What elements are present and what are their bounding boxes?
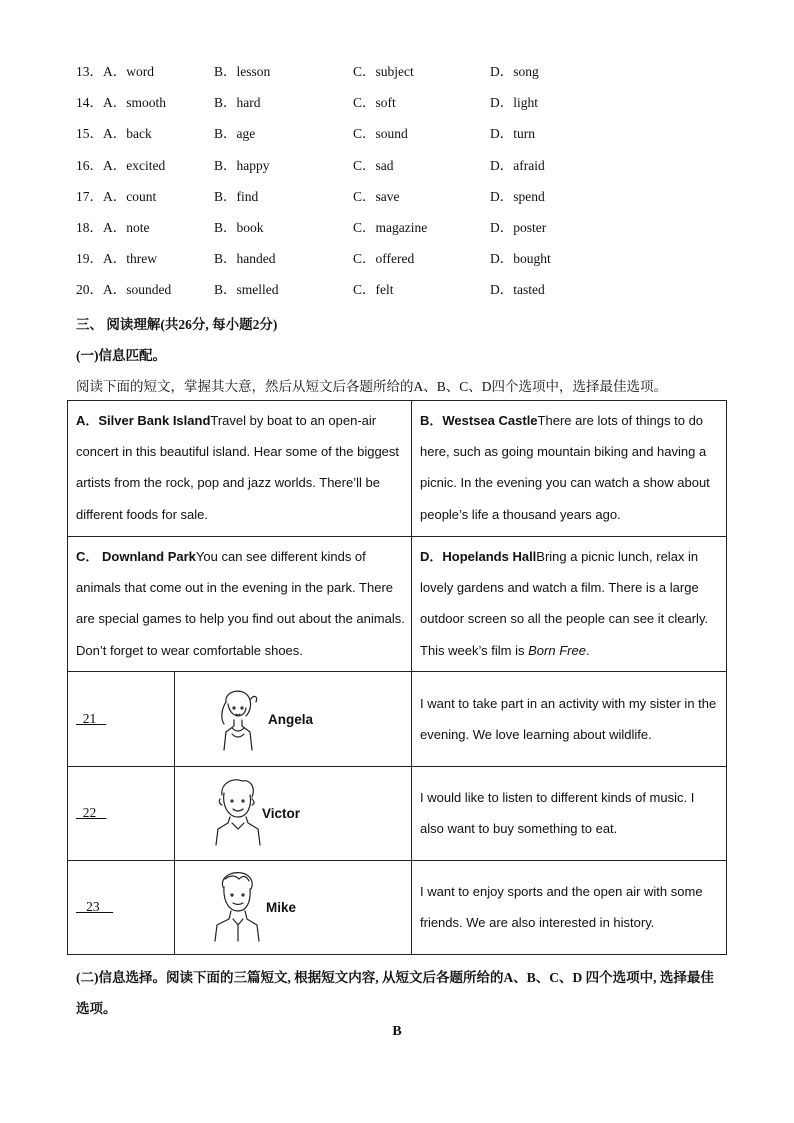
passage-d-text: Bring a picnic lunch, relax in lovely gardens and watch a film. There is a large outdoor screen so all the people can see it clearly. This week’s film is bbox=[420, 549, 709, 658]
choice-b: B．lesson bbox=[214, 64, 271, 79]
passage-b-label: B．Westsea Castle bbox=[420, 413, 538, 428]
choice-c: C．subject bbox=[353, 64, 414, 79]
choice-d: D．poster bbox=[490, 219, 547, 235]
choice-row bbox=[76, 62, 716, 93]
person-name-victor: Victor bbox=[262, 806, 301, 821]
passage-d-label: D．Hopelands Hall bbox=[420, 549, 537, 564]
choice-c: C．magazine bbox=[353, 219, 428, 235]
choice-a: 16．A．excited bbox=[76, 157, 166, 173]
choice-row bbox=[76, 156, 716, 187]
choice-b: B．handed bbox=[214, 251, 276, 267]
choice-c: C．offered bbox=[353, 251, 415, 267]
choice-a: 17．A．count bbox=[76, 188, 157, 204]
choice-b: B．smelled bbox=[214, 282, 279, 298]
wish-angela: I want to take part in an activity with my sister in the evening. We love learning about wildlife. bbox=[420, 696, 717, 743]
choice-list bbox=[76, 62, 716, 312]
wish-victor: I would like to listen to different kinds of music. I also want to buy something to eat. bbox=[420, 790, 695, 837]
choice-row bbox=[76, 124, 716, 155]
choice-c: C．soft bbox=[353, 95, 396, 111]
choice-d: D．tasted bbox=[490, 282, 545, 298]
choice-a: 19．A．threw bbox=[76, 251, 157, 267]
choice-c: C．felt bbox=[353, 282, 394, 298]
choice-row bbox=[76, 249, 716, 280]
choice-b: B．book bbox=[214, 219, 264, 235]
passage-c-text: You can see different kinds of animals that come out in the evening in the park. There are special games to help you find out about the animals. Don’t forget to wear comfortable shoes. bbox=[76, 549, 405, 658]
passage-a bbox=[76, 405, 406, 530]
choice-b: B．find bbox=[214, 188, 259, 204]
choice-b: B．age bbox=[214, 126, 256, 142]
choice-row bbox=[76, 218, 716, 249]
person-name-mike: Mike bbox=[266, 900, 297, 915]
person-name-angela: Angela bbox=[268, 712, 314, 727]
wish-mike: I want to enjoy sports and the open air with some friends. We are also interested in history. bbox=[420, 884, 703, 931]
answer-blank-21[interactable]: 21 bbox=[76, 711, 107, 726]
section-title: 三、 阅读理解(共26分, 每小题2分) bbox=[76, 317, 278, 332]
victor-illustration bbox=[212, 775, 262, 847]
choice-a: 15．A．back bbox=[76, 126, 152, 142]
choice-c: C．save bbox=[353, 188, 400, 204]
passage-letter: B bbox=[392, 1024, 402, 1039]
choice-a: 18．A．note bbox=[76, 219, 150, 235]
mike-illustration bbox=[211, 869, 263, 943]
angela-illustration bbox=[212, 684, 264, 754]
choice-a: 20．A．sounded bbox=[76, 282, 172, 298]
choice-row bbox=[76, 280, 716, 311]
choice-c: C．sad bbox=[353, 157, 394, 173]
answer-blank-23[interactable]: 23 bbox=[76, 899, 114, 914]
passage-d: D．Hopelands HallBring a picnic lunch, relax in lovely gardens and watch a film. There is a large outdoor screen so all the people can see it clearly. This week’s film is Born Free. bbox=[420, 549, 709, 658]
choice-b: B．hard bbox=[214, 95, 261, 111]
passage-c bbox=[76, 541, 406, 666]
part2-title: (二)信息选择。阅读下面的三篇短文, 根据短文内容, 从短文后各题所给的A、B、C、D 四个选项中, 选择最佳选项。 bbox=[76, 970, 714, 1016]
part1-instruction: 阅读下面的短文，掌握其大意，然后从短文后各题所给的A、B、C、D四个选项中，选择最佳选项。 bbox=[76, 379, 668, 394]
passage-b bbox=[420, 405, 718, 530]
choice-d: D．light bbox=[490, 95, 539, 111]
passage-a-text: Travel by boat to an open-air concert in this beautiful island. Hear some of the biggest artists from the rock, pop and jazz worlds. There’ll be different foods for sale. bbox=[76, 413, 400, 522]
passage-b-text: There are lots of things to do here, such as going mountain biking and having a picnic. In the evening you can watch a show about people’s life a thousand years ago. bbox=[420, 413, 710, 522]
choice-d: D．spend bbox=[490, 188, 545, 204]
choice-b: B．happy bbox=[214, 157, 270, 173]
choice-d: D．afraid bbox=[490, 157, 545, 173]
choice-row bbox=[76, 93, 716, 124]
choice-row bbox=[76, 187, 716, 218]
part1-title: (一)信息匹配。 bbox=[76, 348, 166, 363]
film-title: Born Free bbox=[528, 642, 586, 658]
choice-c: C．sound bbox=[353, 126, 408, 142]
choice-d: D．turn bbox=[490, 126, 535, 142]
passage-c-label: C． Downland Park bbox=[76, 549, 196, 564]
choice-d: D．song bbox=[490, 64, 539, 79]
passage-a-label: A．Silver Bank Island bbox=[76, 413, 211, 428]
answer-blank-22[interactable]: 22 bbox=[76, 805, 107, 820]
choice-a: 13．A．word bbox=[76, 64, 154, 79]
choice-d: D．bought bbox=[490, 251, 551, 267]
choice-a: 14．A．smooth bbox=[76, 95, 167, 111]
